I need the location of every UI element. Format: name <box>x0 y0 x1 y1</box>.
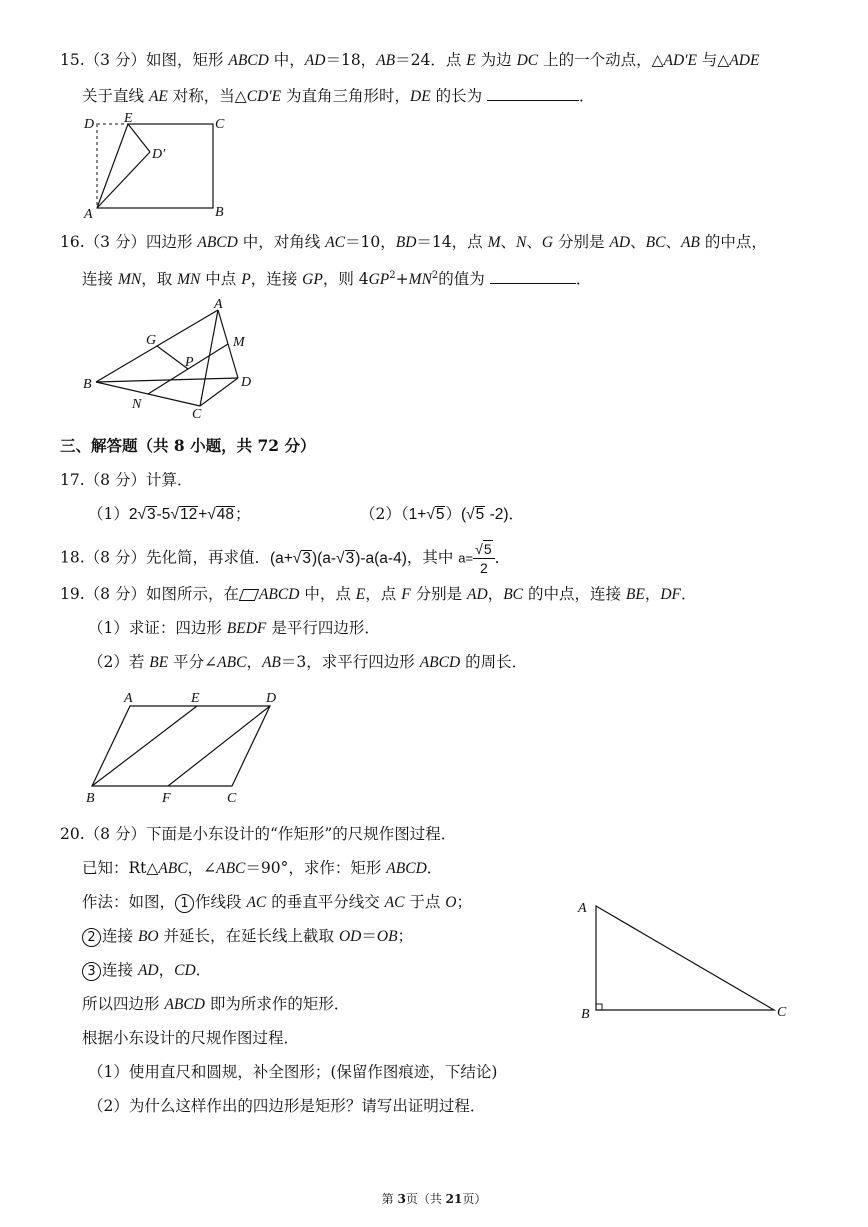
q19-figure <box>80 688 290 808</box>
q15-line2: 关于直线 AE 对称，当△CD'E 为直角三角形时，DE 的长为 ． <box>82 84 595 107</box>
q16-figure <box>80 296 260 424</box>
q19-label-D: D <box>266 691 277 706</box>
q20-method-step1: 作法：如图， 1 作线段 AC 的垂直平分线交 AC 于点 O； <box>82 893 473 911</box>
q18-fraction: $\frac{√5}{2}$ <box>473 540 494 577</box>
q20-part2: （2）为什么这样作出的四边形是矩形？请写出证明过程． <box>88 1097 486 1115</box>
q15-label-E: E <box>124 111 133 126</box>
page-number: 3 <box>397 1192 406 1206</box>
q16-label-G: G <box>146 333 157 348</box>
q17-part2: （2）（1+√5）(√5 -2)． <box>360 505 525 523</box>
q16-line1: 16.（3 分）四边形 ABCD 中，对角线 AC＝10，BD＝14，点 M、N、G 分别是 AD、BC、AB 的中点， <box>60 233 767 251</box>
q20-label-C: C <box>777 1005 787 1020</box>
q16-label-A: A <box>214 297 223 312</box>
parallelogram-symbol-icon <box>239 589 259 601</box>
section3-title: 三、解答题（共 8 小题，共 72 分） <box>60 436 316 455</box>
q16-answer-blank[interactable] <box>490 267 576 284</box>
q19-part1: （1）求证：四边形 BEDF 是平行四边形． <box>88 619 380 637</box>
page-total: 21 <box>445 1192 463 1206</box>
q17-head: 17.（8 分）计算． <box>60 471 193 489</box>
q19-label-E: E <box>191 691 200 706</box>
q19-label-C: C <box>227 791 237 806</box>
q20-label-B: B <box>581 1007 590 1022</box>
q20-conclusion: 所以四边形 ABCD 即为所求作的矩形． <box>82 995 350 1013</box>
q17-part1: （1）2√3-5√12+√48； <box>88 505 251 523</box>
q20-head: 20.（8 分）下面是小东设计的“作矩形”的尺规作图过程． <box>60 825 457 843</box>
q20-part1: （1）使用直尺和圆规，补全图形；(保留作图痕迹，下结论) <box>88 1063 498 1081</box>
q20-figure <box>572 892 802 1026</box>
q15-label-C: C <box>215 117 225 132</box>
q16-line2: 连接 MN，取 MN 中点 P，连接 GP，则 $4GP^2+MN^2$的值为 ． <box>82 266 591 290</box>
q19-head: 19.（8 分）如图所示，在 ABCD 中，点 E，点 F 分别是 AD，BC 的中点，连接 BE，DF． <box>60 585 697 603</box>
q15-label-A: A <box>84 207 93 222</box>
q19-label-A: A <box>124 691 133 706</box>
q15-line1: 15.（3 分）如图，矩形 ABCD 中，AD＝18，AB＝24．点 E 为边 DC 上的一个动点，△AD'E 与△ADE <box>60 51 760 69</box>
q16-label-N: N <box>132 397 142 412</box>
q19-label-B: B <box>86 791 95 806</box>
q15-figure <box>78 110 238 222</box>
q16-label-P: P <box>185 355 194 370</box>
q16-label-D: D <box>241 375 252 390</box>
q18-line: 18.（8 分）先化简，再求值．(a+√3)(a-√3)-a(a-4)，其中 a= $\frac{√5}{2}$ ． <box>60 541 511 576</box>
q15-label-D: D <box>84 117 95 132</box>
q15-answer-blank[interactable] <box>487 84 579 101</box>
q19-part2: （2）若 BE 平分∠ABC，AB＝3，求平行四边形 ABCD 的周长． <box>88 653 528 671</box>
q15-label-Dprime: D′ <box>152 147 166 162</box>
q20-basis: 根据小东设计的尺规作图过程． <box>82 1029 300 1047</box>
q16-label-M: M <box>233 335 245 350</box>
q19-label-F: F <box>162 791 171 806</box>
q20-known: 已知：Rt△ABC，∠ABC＝90°，求作：矩形 ABCD． <box>82 859 443 877</box>
q20-label-A: A <box>578 901 587 916</box>
q15-label-B: B <box>215 205 224 220</box>
q16-label-B: B <box>83 377 92 392</box>
q20-method-step2: 2 连接 BO 并延长，在延长线上截取 OD＝OB； <box>82 926 413 947</box>
page-footer: 第 3页（共 21页） <box>381 1192 487 1206</box>
q20-method-step3: 3 连接 AD，CD． <box>82 960 211 981</box>
q16-label-C: C <box>192 407 202 422</box>
